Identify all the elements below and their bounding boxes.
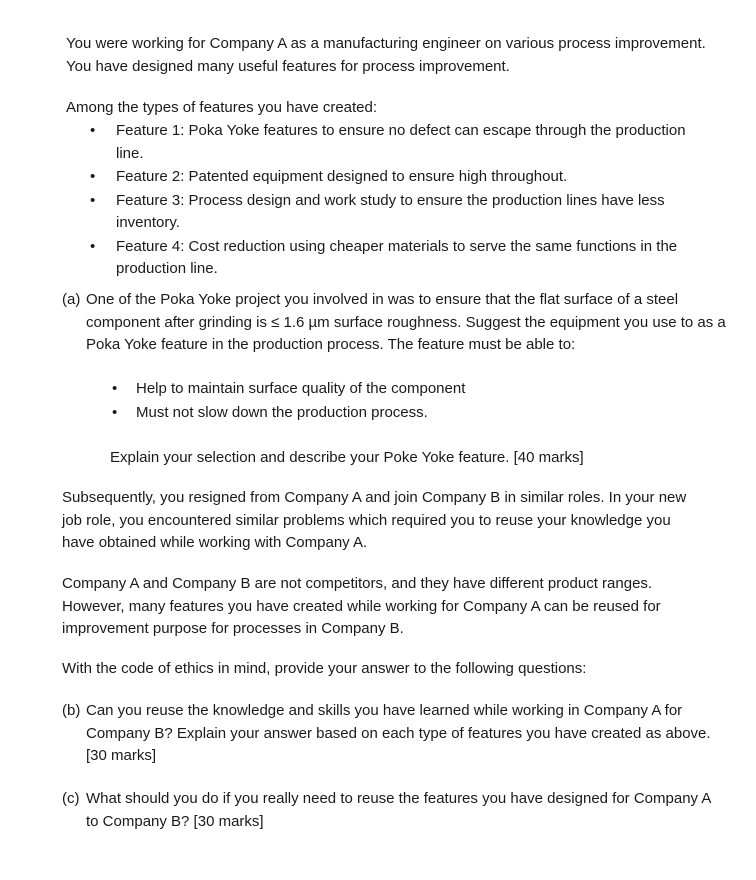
- instruction-paragraph: With the code of ethics in mind, provide your answer to the following questions:: [62, 660, 587, 677]
- question-a-text: One of the Poka Yoke project you involved in was to ensure that the flat surface of a steel component after grinding is ≤ 1.6 µm surface roughness. Suggest the equipment you use to as a Poka Yoke feature in the production process. The feature must be able to:: [86, 291, 726, 353]
- intro-paragraph: You were working for Company A as a manufacturing engineer on various process improvement. You have designed many useful features for process improvement.: [66, 35, 706, 75]
- question-b: [62, 700, 726, 768]
- question-a-label: (a): [62, 291, 81, 308]
- question-b-text: Can you reuse the knowledge and skills you have learned while working in Company A for Company B? Explain your answer based on each type of features you have created as above. [30 marks]: [86, 702, 711, 764]
- question-a: [62, 289, 726, 357]
- list-item: [112, 402, 702, 425]
- bullet-icon: •: [90, 191, 96, 209]
- list-item: [90, 166, 706, 189]
- bullet-icon: •: [112, 403, 118, 421]
- list-item: [90, 190, 706, 235]
- question-c-text: What should you do if you really need to reuse the features you have designed for Company A to Company B? [30 marks]: [86, 790, 711, 830]
- feature-text: Feature 4: Cost reduction using cheaper materials to serve the same functions in the production line.: [116, 237, 678, 277]
- features-list: [90, 120, 706, 282]
- question-a-explain: Explain your selection and describe your Poke Yoke feature. [40 marks]: [110, 449, 584, 466]
- requirement-text: Must not slow down the production process.: [136, 403, 428, 421]
- list-item: [90, 120, 706, 165]
- requirement-text: Help to maintain surface quality of the component: [136, 380, 466, 397]
- context-paragraph-1: Subsequently, you resigned from Company A and join Company B in similar roles. In your new job role, you encountered similar problems which required you to reuse your knowledge you have obtained while working with Company A.: [62, 489, 687, 551]
- context-paragraph-2: Company A and Company B are not competitors, and they have different product ranges. However, many features you have created while working for Company A can be reused for improvement purpose for processes in Company B.: [62, 575, 661, 637]
- question-c: [62, 788, 726, 833]
- features-heading: Among the types of features you have created:: [66, 99, 378, 116]
- list-item: [112, 378, 702, 401]
- bullet-icon: •: [112, 380, 118, 397]
- list-item: [90, 236, 706, 281]
- bullet-icon: •: [90, 122, 96, 139]
- question-a-requirements: [112, 378, 702, 425]
- question-c-label: (c): [62, 790, 80, 807]
- feature-text: Feature 2: Patented equipment designed to ensure high throughout.: [116, 168, 568, 185]
- feature-text: Feature 3: Process design and work study to ensure the production lines have less inventory.: [116, 191, 665, 231]
- question-b-label: (b): [62, 702, 81, 719]
- feature-text: Feature 1: Poka Yoke features to ensure no defect can escape through the production line.: [116, 122, 686, 162]
- bullet-icon: •: [90, 168, 96, 185]
- bullet-icon: •: [90, 237, 96, 255]
